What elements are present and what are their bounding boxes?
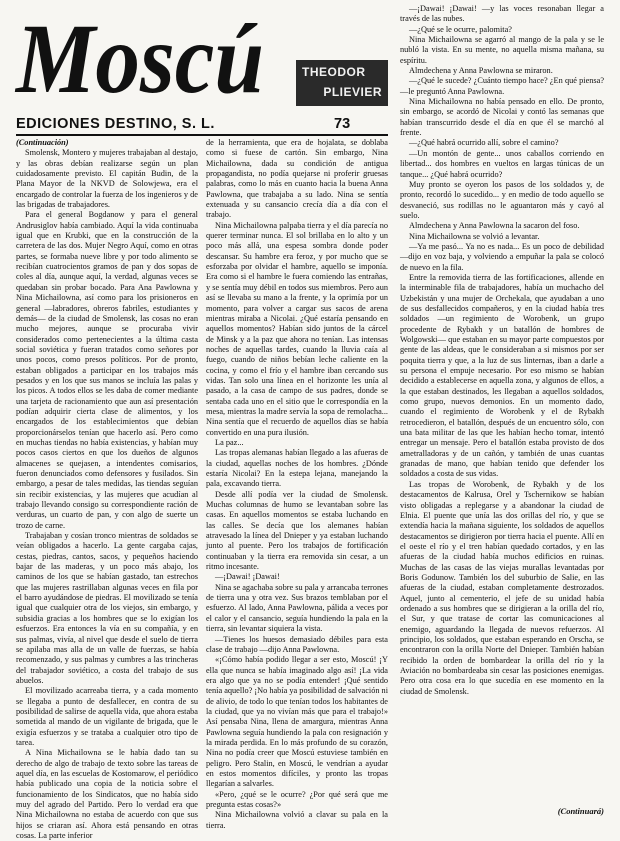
paragraph: A Nina Michailowna se le había dado tan su derecho de algo de trabajo de texto sobre las tareas de aquel día, en las escuelas de Kostomarow, el periódico había publicado una copia de la noticia sobre el funcionamiento de los Sindicatos, que no había sido muy del agrado del Partido. Pero lo verdad era que Nina Michailowna no estaba de acuerdo con que sus hijos se criaran así. Ahora está pensando en otras cosas. La parte inferior bbox=[16, 748, 198, 841]
paragraph: Nina Michailowna se agarró al mango de la pala y se le nubló la vista. En su mente, no aquella misma mañana, su espíritu. bbox=[400, 35, 604, 65]
paragraph: Entre la removida tierra de las fortificaciones, allende en la interminable fila de trabajadores, había un muchacho del Uzbekistán y una mujer de Orchekala, que ayudaban a uno de sus desfallecidos compañeros, y en la ciudad había tres soldados —un regimiento de Worobenk, un grupo procedente de Rybakh y un batallón de hombres de Wolgowski— que estaban en su mayor parte compuestos por gente de las aldeas, que le consideraban a si mismos por ser poquita tierra y que, a la luz de sus linternas, iban a darle a su persona el empuje necesario. Por eso mismo se habían decidido a establecerse en aquella zona, y algunos de ellos, a la que estaban destinados, les llegaban a aquellos soldados, como grupo, nuevos demonios. En un momento dado, cuando el regimiento de Worobenk y el de Rybakh retrocedieron, el batallón, después de un encuentro sólo, con una bata militar de las que les habían hecho tomar, intentó entregar un mensaje. Pero el batallón estaba provisto de dos ametralladoras y de un cañón, y también de unas cuantas granadas de mano, que habían tenido que defender los soldados a costa de sus vidas. bbox=[400, 272, 604, 479]
page-number: 73 bbox=[334, 116, 351, 132]
continuation-label: (Continuación) bbox=[16, 138, 69, 147]
paragraph: —¿Qué le sucede? ¿Cuánto tiempo hace? ¿En qué piensa? —le preguntó Anna Pawlowna. bbox=[400, 76, 604, 96]
paragraph: —Un montón de gente... unos caballos corriendo en libertad... dos hombres en vueltos en largas túnicas de un tanque... ¿Qué habrá ocurrido? bbox=[400, 148, 604, 179]
author-box bbox=[296, 60, 388, 106]
paragraph: Nina Michailowna no había pensado en ello. De pronto, sin embargo, se acordó de Nicolai y contó las semanas que habían transcurrido desde el día en que él se marchó al frente. bbox=[400, 97, 604, 138]
text-column-2 bbox=[206, 138, 389, 830]
title-text: Moscú bbox=[14, 3, 264, 114]
paragraph: La paz... bbox=[215, 437, 244, 447]
paragraph: Trabajaban y cosían tronco mientras de soldados se veían obligados a hacerlo. La gente cargaba cajas, cestas, piedras, cantos, sacos, y pequeños haciendo bajar de las maderas, y un poco más abajo, los caminos de los que se habían gastado, tan estrechos que las mujeres rastrillaban algunas veces en fila por el barro ayudándose de piedras. El movilizado se tenía igual que cualquier otra de los viejos, sin embargo, y subsidia gracias a los hombres que se lo exigían los esfuerzos. Era entonces la vía en su compañía, y en sus palmas, vivía, al nivel que desde el suelo de tierra se apilaba mas alla de un valle de fuerzas, se había recomenzado, y sus palmas y cumbres a las trincheras del trabajador soviético, a costa del trabajo de sus abuelos. bbox=[16, 531, 198, 685]
paragraph: Smolensk, Montero y mujeres trabajaban al destajo, y las obras debían realizarse según un plan cuidadosamente previsto. El capitán Budin, de la Plana Mayor de la NKVD de Solowjewa, era el encargado de controlar la fuerza de los ingenieros y de las brigadas de trabajadores. bbox=[16, 148, 198, 210]
paragraph: Desde allí podía ver la ciudad de Smolensk. Muchas columnas de humo se levantaban sobre las casas. En aquellos momentos se estaba luchando en las calles. Se decía que los alemanes habían atravesado la línea del Dnieper y ya estaban luchando junto al puente. Pero los trabajos de fortificación continuaban y la tierra era removida sin cesar, a un ritmo incesante. bbox=[206, 489, 388, 572]
paragraph: Para el general Bogdanow y para el general Andrusiglov había cambiado. Aquí la vida continuaba igual que en Krubki, que en la construcción de la carretera de las dos. Mujer Negro Aquí, como en otras partes, se formaba nueve libre y por todo alimento se recibían cuatrocientos gramos de pan y dos sopas de coles al día, aunque aquí, la verdad, algunas veces se quedaban sin probar bocado. Para Ana Pawlowna y Nina Michailowna, así como para los prisioneros en general —labradores, obreros fabriles, estudiantes y demás— de la ciudad de Smolensk, las cosas no eran mucho mejores, aunque se procuraba vivir considerados como pertenecientes a la última casta social soviética y fueran tratados como señores por unos pocos, como presos políticos. Por de pronto, estaban obligados a participar en los trabajos más pesados y en los que sus manos se incluía las palas y los picos. A todos ellos se les daba de comer mediante una tarjeta de racionamiento que aun así presentación podían adquirir cierta clase de alimentos, y los encargados de los establecimientos que debían proporcionárselos tenían que hacerlo así. Pero como en muchas tiendas no había existencias, y habían muy pocos casos ciertos en que los dueños de algunos almacenes se quejasen, a intendentes comisarios, fueron denunciados como defensores y fusilados. Sin embargo, a pesar de tales medidas, las tiendas seguían sin recibir existencias, y las mujeres que acudían al trabajo llevando consigo su correspondiente ración de verduras, un cuarto de pan, y con algo de suerte un trozo de carne. bbox=[16, 210, 198, 530]
title-logo bbox=[14, 3, 266, 114]
paragraph: Almdechena y Anna Pawlowna se miraron. bbox=[409, 66, 553, 76]
publisher: EDICIONES DESTINO, S. L. bbox=[16, 116, 215, 132]
paragraph: —¡Dawai! ¡Dawai! bbox=[215, 572, 280, 582]
paragraph: —Tienes los huesos demasiado débiles para esta clase de trabajo —dijo Anna Pawlowna. bbox=[206, 634, 388, 654]
paragraph: Las tropas de Worobenk, de Rybakh y de los destacamentos de Kalrusa, Orel y Tschernikow se habían visto obligadas a replegarse y a abandonar la ciudad de Elnia. El puente que unía las dos orillas del río, y que se extendía hacia la mañana siguiente, los soldados de aquellos destacamentos se dirigieron por tierra hacia el puente. Allí en el oeste el río y el tren habían quedado cortados, y en las afueras de la ciudad había muchos edificios en ruinas. Muchas de las casas de las viejas murallas levantadas por Boris Godunow. También los del suburbio de Salie, en las afueras de la ciudad, estaban completamente destrozados. Aquel, junto al cementerio, el jefe de su unidad había ordenado a sus hombres que se dirigieran a la orilla del río, el Sur, y que tratase de cortar las comunicaciones al enemigo, aguardando la llegada de nuevos refuerzos. Al principio, los soldados, que estaban esperando en Orscha, se encontraron con la orilla Norte del Dnieper. También habían recibido la orden de bombardear la orilla del río y la Aviación no bombardeaba sin cesar las posiciones enemigas. Pero otra cosa era lo que sucedía en ese momento en la ciudad de Smolensk. bbox=[400, 479, 604, 696]
paragraph: Nina Michailowna volvió a clavar su pala en la tierra. bbox=[206, 810, 388, 830]
header-rule bbox=[16, 134, 388, 136]
paragraph: —Ya me pasó... Ya no es nada... Es un poco de debilidad —dijo en voz baja, y volviendo a empuñar la pala se colocó de nuevo en la fila. bbox=[400, 241, 604, 272]
author-first-name: THEODOR bbox=[302, 65, 366, 79]
paragraph: Las tropas alemanas habían llegado a las afueras de la ciudad, aquellas noches de los hombres. ¿Dónde estaría Nicolai? En la estepa lejana, manejando la pala, excavando tierra. bbox=[206, 448, 388, 489]
paragraph: —¿Qué se le ocurre, palomita? bbox=[409, 24, 512, 34]
continuation-end: (Continuará) bbox=[400, 806, 604, 816]
text-column-1 bbox=[16, 138, 198, 841]
paragraph: —¡Dawai! ¡Dawai! —y las voces resonaban llegar a través de las nubes. bbox=[400, 4, 604, 24]
paragraph: Muy pronto se oyeron los pasos de los soldados y, de pronto, recordó lo sucedido... y en medio de todo aquello se desvaneció, sus rodillas no le aguantaron más y cayó al suelo. bbox=[400, 179, 604, 220]
paragraph: «Pero, ¿qué se le ocurre? ¿Por qué será que me pregunta estas cosas?» bbox=[206, 789, 388, 809]
title-masthead bbox=[14, 3, 266, 114]
paragraph: de la herramienta, que era de hojalata, se doblaba como si fuese de cartón. Sin embargo, Nina Michailowna, dada su condición de antigua propagandista, no podía quejarse ni proferir gruesas palabras, como lo más en cuanto hacia la buena Anna Pawlowna, que trabajaba a su lado. Nina se sentía extenuada y su cansancio crecía día a día con el trabajo. bbox=[206, 138, 388, 220]
paragraph: «¡Cómo había podido llegar a ser esto, Moscú! ¡Y ella que nunca se había imaginado algo así! ¡La vida era algo que ya no se podía entender! ¡Qué sentido tenía aquello? ¡No había ya posibilidad de salvación ni de alivio, de todo lo que tenían todos los habitantes de la ciudad, que ya no vivían más que para el trabajo!» Así pensaba Nina, llena de amargura, mientras Anna Pawlowna seguía hundiendo la pala con resignación y la mirada perdida. En lo más profundo de su corazón, Nina no podía creer que Moscú estuviese también en peligro. Pero Stalin, en Moscú, le vendrían a ayudar en estos momentos difíciles, y pronto las tropas llegarían a salvarles. bbox=[206, 655, 389, 789]
paragraph: Nina Michailowna se volvió a levantar. bbox=[409, 231, 540, 241]
paragraph: Nina se agachaba sobre su pala y arrancaba terrones de tierra una y otra vez. Sus brazos temblaban por el esfuerzo. Al lado, Anna Pawlowna, pálida a veces por el calor y el cansancio, seguía hundiendo la pala en la tierra, sin levantar siquiera la vista. bbox=[206, 582, 388, 634]
paragraph: Nina Michailowna palpaba tierra y el día parecía no querer terminar nunca. El sol brillaba en lo alto y un poco más allá, una espesa sombra donde poder descansar. Su hambre era feroz, y por mucho que se esforzaba por olvidar el hambre, aquello se imponía. Era como si el hambre le fuera comiendo las entrañas, y se sentía muy débil en todos sus miembros. Pero aun así se llevaba su mano a la frente, y la oprimía por un momento, para volver a cargar sus sacos de arena mientras miraba a Nicolai. ¿Qué estaría pensando en aquellos momentos? Habían sido juntos de la cárcel de Minsk y a la paz que ahora no tenían. Las intensas noches de aquellas tardes, cuando la lluvia caía al fuego, cuando de niños bebían leche caliente en la cocina, y como el frío y el hambre iban cercando sus vidas. Tan solo una línea en el horizonte les unía al pasado, a la casa de campo de sus padres, donde se sentaba cada uno en el sitio que le correspondía en la mesa, mientras la madre servía la sopa de remolacha... Nina sentía que el recuerdo de aquellos días se había convertido en una pura ilusión. bbox=[206, 220, 388, 437]
paragraph: Almdechena y Anna Pawlowna la sacaron del foso. bbox=[409, 221, 580, 231]
author-last-name: PLIEVIER bbox=[323, 85, 382, 99]
paragraph: —¿Qué habrá ocurrido allí, sobre el camino? bbox=[409, 138, 559, 148]
paragraph: El movilizado acarreaba tierra, y a cada momento se llegaba a punto de desfallecer, en contra de su posibilidad de salirse de aquella vida, que ahora estaba sometida al mando de un vigilante de brigada, que le exigía esfuerzos y se trataba a cualquier otro tipo de tarea. bbox=[16, 686, 198, 747]
text-column-3 bbox=[400, 4, 604, 816]
